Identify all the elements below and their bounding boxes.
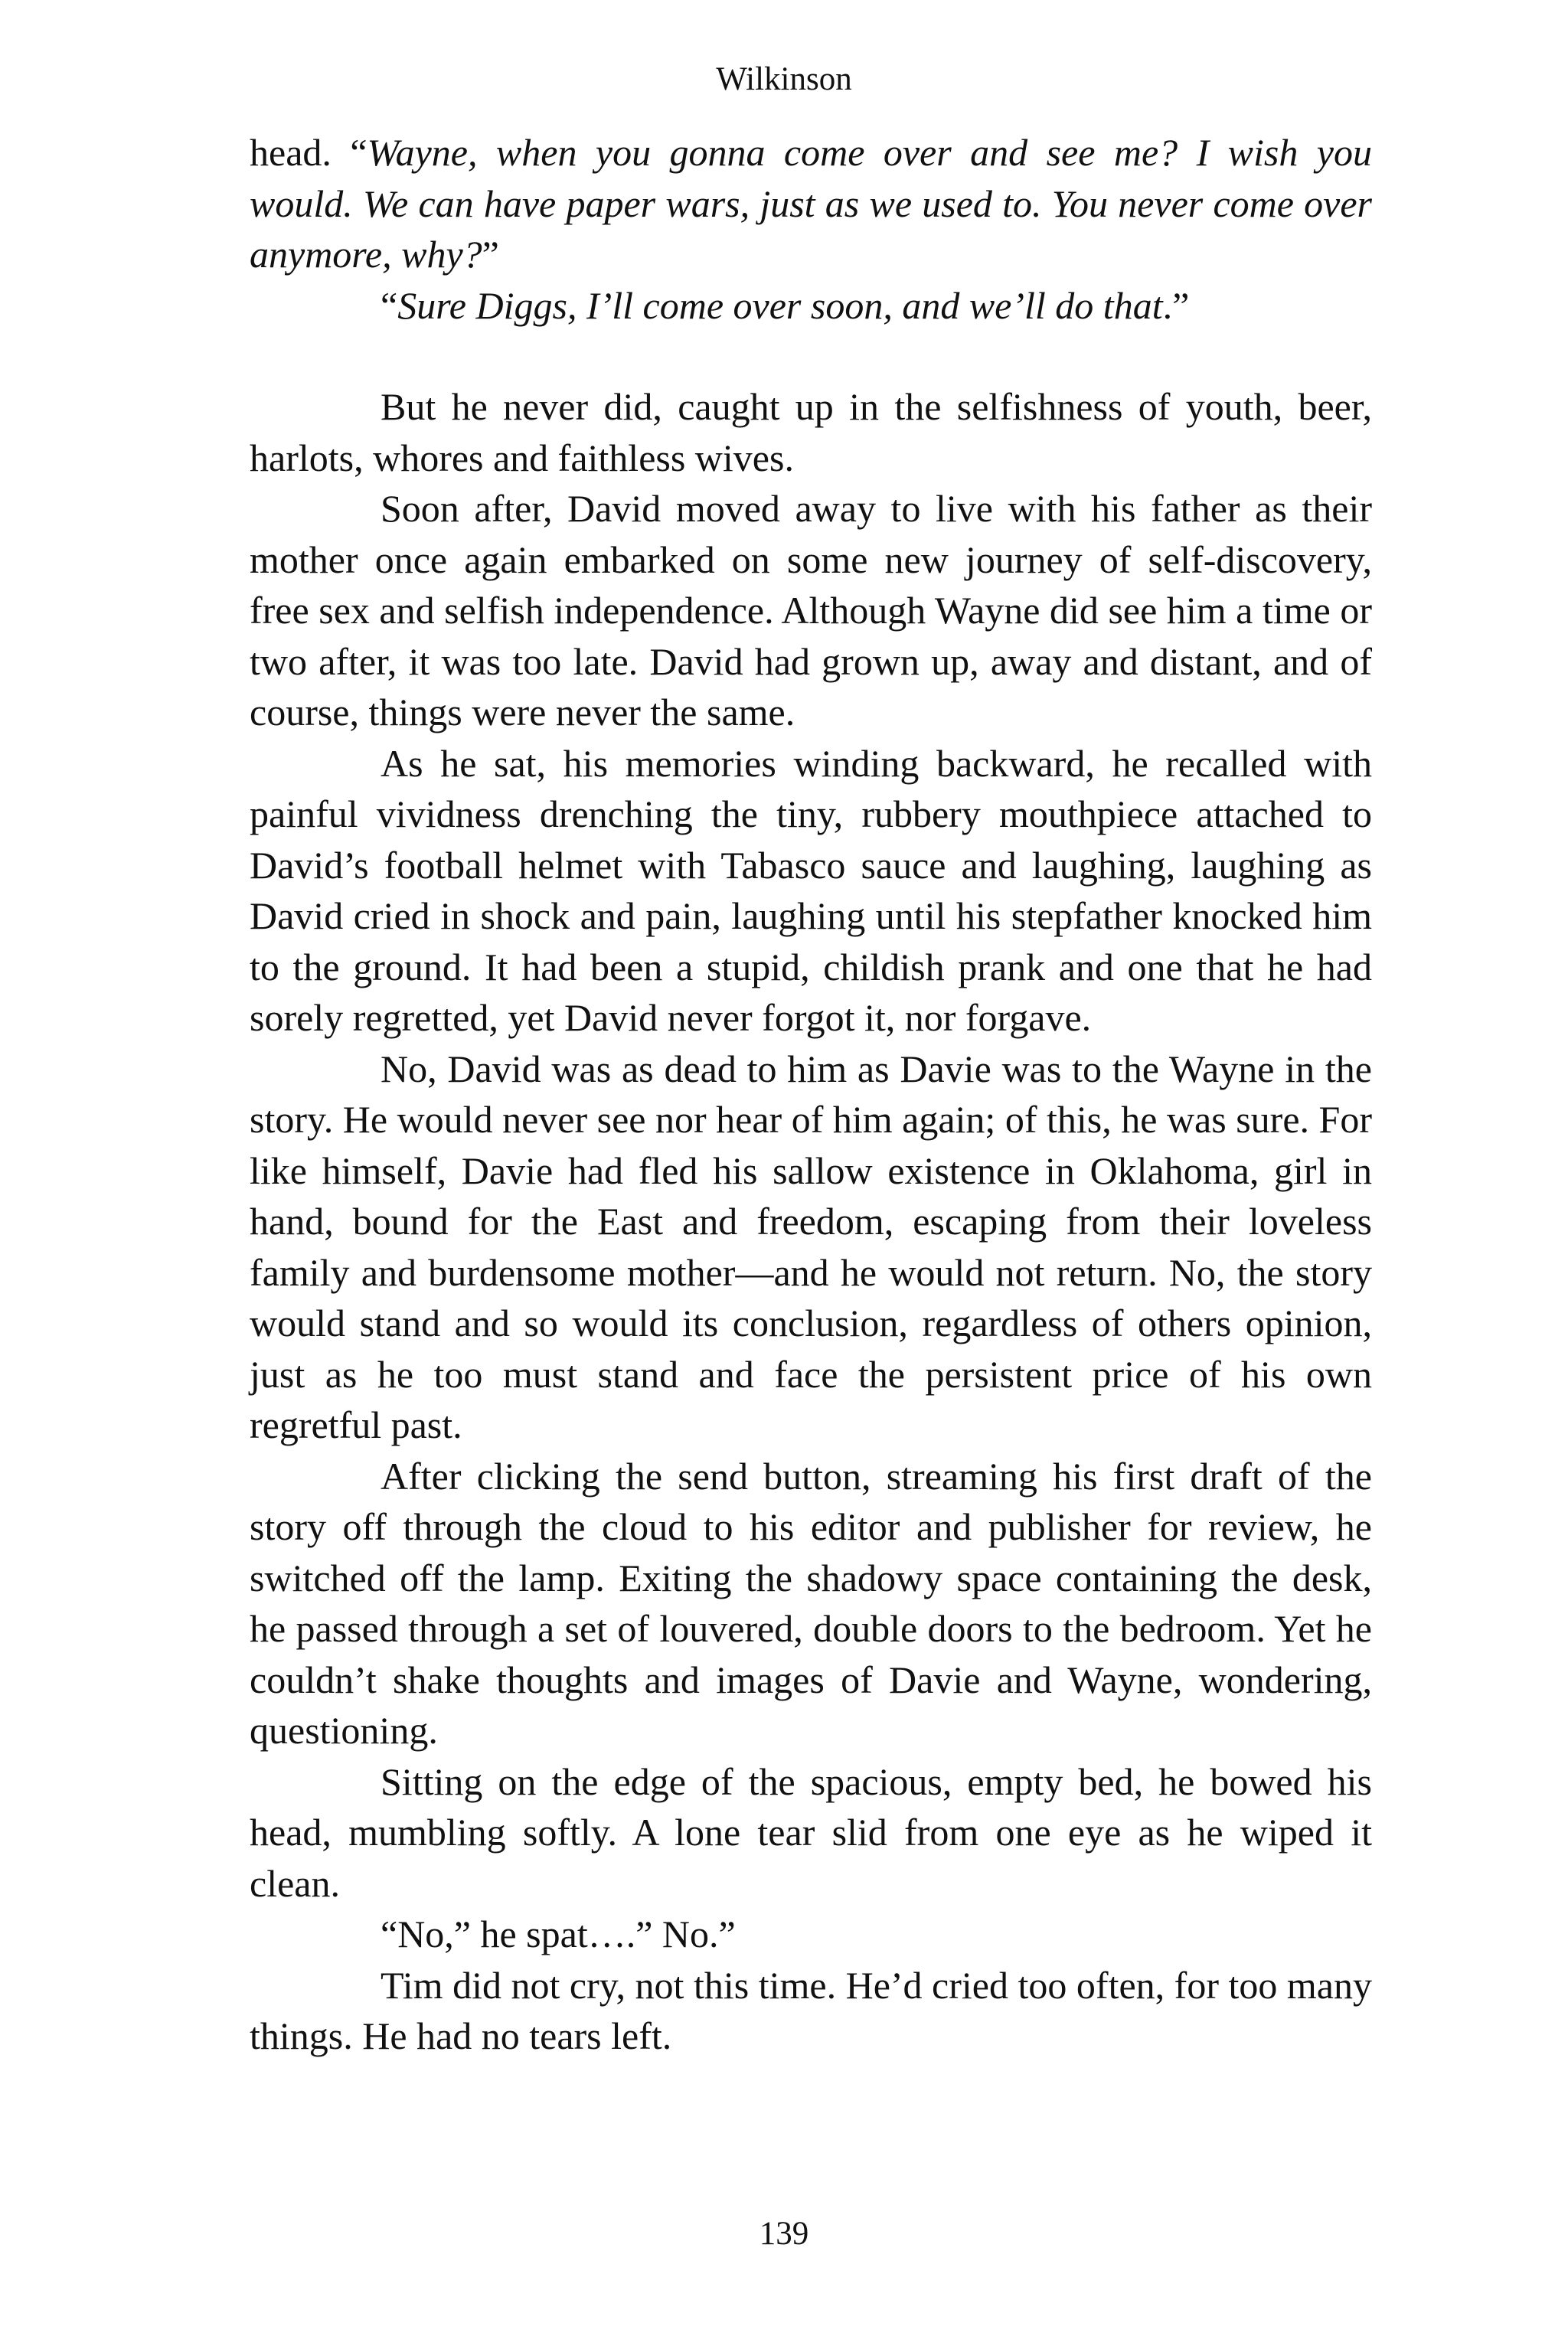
body-text [250, 127, 1372, 2062]
paragraph-2-dialogue: Sure Diggs, I’ll come over soon, and we’ll do that [397, 283, 1163, 327]
paragraph-1-lead: head. “ [250, 131, 368, 174]
paragraph-2 [250, 280, 1372, 332]
paragraph-8: Sitting on the edge of the spacious, empty bed, he bowed his head, mumbling softly. A lone tear slid from one eye as he wiped it clean. [250, 1759, 1372, 1905]
paragraph-10: Tim did not cry, not this time. He’d cried too often, for too many things. He had no tears left. [250, 1963, 1372, 2057]
paragraph-1-dialogue: Wayne, when you gonna come over and see me? I wish you would. We can have paper wars, just as we used to. You never come over anymore, why? [250, 131, 1373, 276]
page-number: 139 [759, 2216, 809, 2252]
paragraph-4: Soon after, David moved away to live with his father as their mother once again embarked on some new journey of self-discovery, free sex and selfish independence. Although Wayne did see him a time or two after, it was too late. David had grown up, away and distant, and of course, things were never the same. [250, 487, 1372, 733]
paragraph-1-trail: ” [482, 233, 499, 276]
running-head: Wilkinson [716, 61, 852, 97]
paragraph-6: No, David was as dead to him as Davie was to the Wayne in the story. He would never see nor hear of him again; of this, he was sure. For like himself, Davie had fled his sallow existence in Oklahoma, girl in hand, bound for the East and freedom, escaping from their loveless family and burdensome mother—and he would not return. No, the story would stand and so would its conclusion, regardless of others opinion, just as he too must stand and face the persistent price of his own regretful past. [250, 1047, 1372, 1446]
paragraph-7: After clicking the send button, streaming his first draft of the story off through the cloud to his editor and publisher for review, he switched off the lamp. Exiting the shadowy space containing the desk, he passed through a set of louvered, double doors to the bedroom. Yet he couldn’t shake thoughts and images of Davie and Wayne, wondering, questioning. [250, 1454, 1372, 1752]
paragraph-5: As he sat, his memories winding backward, he recalled with painful vividness drenching the tiny, rubbery mouthpiece attached to David’s football helmet with Tabasco sauce and laughing, laughing as David cried in shock and pain, laughing until his stepfather knocked him to the ground. It had been a stupid, childish prank and one that he had sorely regretted, yet David never forgot it, nor forgave. [250, 741, 1372, 1039]
paragraph-9: “No,” he spat….” No.” [381, 1913, 736, 1955]
paragraph-3: But he never did, caught up in the selfishness of youth, beer, harlots, whores and faithless wives. [250, 385, 1372, 479]
paragraph-1 [250, 127, 1372, 280]
paragraph-2-trail: .” [1162, 283, 1190, 327]
paragraph-2-lead: “ [381, 283, 398, 327]
